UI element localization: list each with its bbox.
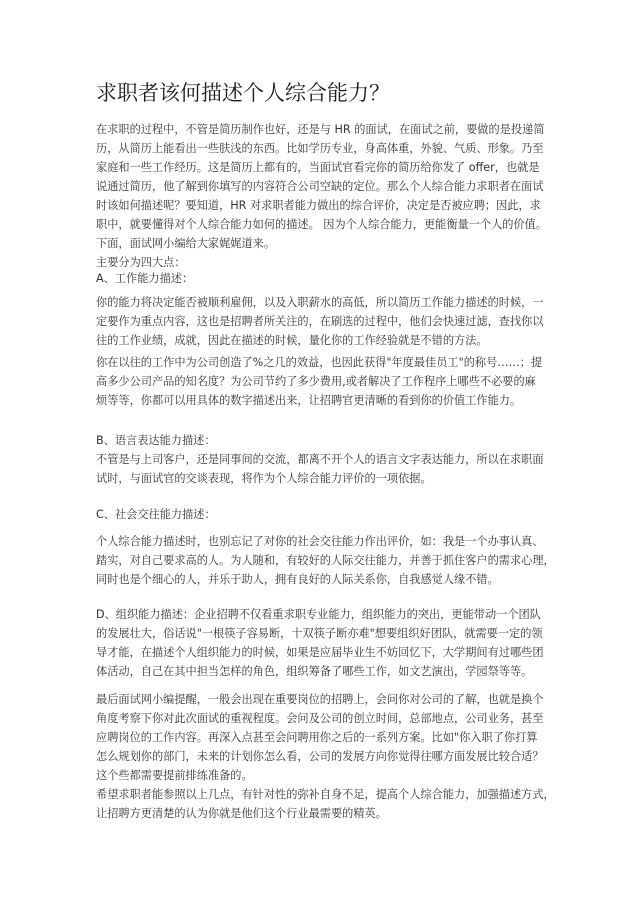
intro-paragraph [96,120,548,272]
closing-paragraph-2 [96,785,555,823]
section-a-line: 烦等等，你都可以用具体的数字描述出来，让招聘官更清晰的看到你的价值工作能力。 [96,394,522,407]
section-c-line: 踏实，对自己要求高的人。为人随和，有较好的人际交往能力，并善于抓住客户的需求心理， [96,554,555,567]
closing-line: 角度考察下你对此次面试的重视程度。会问及公司的创立时间，总部地点，公司业务，甚至 [96,712,544,725]
section-a-line: 往的工作业绩，成就，因此在描述的时候，量化你的工作经验就是不错的方法。 [96,334,488,347]
section-a-line: 高多少公司产品的知名度？为公司节约了多少费用,或者解决了工作程序上哪些不必要的麻 [96,375,536,388]
section-d-line: D、组织能力描述：企业招聘不仅看重求职专业能力，组织能力的突出，更能带动一个团队 [96,608,541,621]
section-a-line: 你的能力将决定能否被顺利雇佣，以及入职薪水的高低，所以简历工作能力描述的时候，一 [96,296,544,309]
section-b-line: 不管是与上司客户，还是同事间的交流，都离不开个人的语言文字表达能力，所以在求职面 [96,453,544,466]
intro-line: 在求职的过程中，不管是简历制作也好，还是与 HR 的面试，在面试之前，要做的是投递简 [96,123,545,136]
section-a-heading: A、工作能力描述： [96,272,194,285]
section-c-line: 个人综合能力描述时，也别忘记了对你的社会交往能力作出评价，如：我是一个办事认真、 [96,535,544,548]
section-d-paragraph [96,605,548,681]
closing-line: 应聘岗位的工作内容。再深入点甚至会问聘用你之后的一系列方案。比如"你入职了你打算 [96,731,538,744]
intro-line: 家庭和一些工作经历。这是简历上都有的，当面试官看完你的简历给你发了 offer，也就是 [96,161,540,174]
section-b-paragraph [96,450,548,488]
closing-line: 希望求职者能参照以上几点，有针对性的弥补自身不足，提高个人综合能力，加强描述方式， [96,788,555,801]
section-a-paragraph-1 [96,293,548,350]
intro-line: 职中，就要懂得对个人综合能力如何的描述。 因为个人综合能力，更能衡量一个人的价值。 [96,218,548,231]
closing-paragraph-1 [96,690,548,785]
intro-line: 时该如何描述呢？要知道，HR 对求职者能力做出的综合评价，决定是否被应聘；因此，求 [96,199,541,212]
section-d-line: 的发展壮大，俗话说"一根筷子容易断，十双筷子断亦难"想要组织好团队，就需要一定的领 [96,627,543,640]
closing-line: 怎么规划你的部门，未来的计划你怎么看，公司的发展方向你觉得往哪方面发展比较合适？ [96,750,544,763]
section-d-line: 导才能，在描述个人组织能力的时候，如果是应届毕业生不妨回忆下，大学期间有过哪些团 [96,646,544,659]
section-c-paragraph [96,532,555,589]
closing-line: 最后面试网小编提醒，一般会出现在重要岗位的招聘上，会问你对公司的了解，也就是换个 [96,693,544,706]
closing-line: 让招聘方更清楚的认为你就是他们这个行业最需要的精英。 [96,807,387,820]
intro-line: 下面，面试网小编给大家娓娓道来。 [96,237,276,250]
document-title: 求职者该何描述个人综合能力？ [96,81,390,105]
section-c-heading: C、社会交往能力描述： [96,508,216,521]
section-a-paragraph-2 [96,353,548,410]
section-a-line: 定要作为重点内容，这也是招聘者所关注的，在刷选的过程中，他们会快速过滤，查找你以 [96,315,544,328]
section-c-line: 同时也是个细心的人，并乐于助人，拥有良好的人际关系你，自我感觉人缘不错。 [96,573,499,586]
intro-line: 历，从简历上能看出一些肤浅的东西。比如学历专业，身高体重，外貌、气质、形象。乃至 [96,142,544,155]
section-a-line: 你在以往的工作中为公司创造了%之几的效益，也因此获得"年度最佳员工"的称号……；提 [96,356,543,369]
section-b-heading: B、语言表达能力描述： [96,434,216,447]
intro-line: 主要分为四大点： [96,256,186,269]
section-b-line: 试时，与面试官的交谈表现，将作为个人综合能力评价的一项依据。 [96,472,432,485]
intro-line: 说通过简历，他了解到你填写的内容符合公司空缺的定位。那么个人综合能力求职者在面试 [96,180,544,193]
section-d-line: 体活动，自己在其中担当怎样的角色，组织筹备了哪些工作，如文艺演出，学园祭等等。 [96,665,533,678]
closing-line: 这个些都需要提前排练准备的。 [96,769,253,782]
